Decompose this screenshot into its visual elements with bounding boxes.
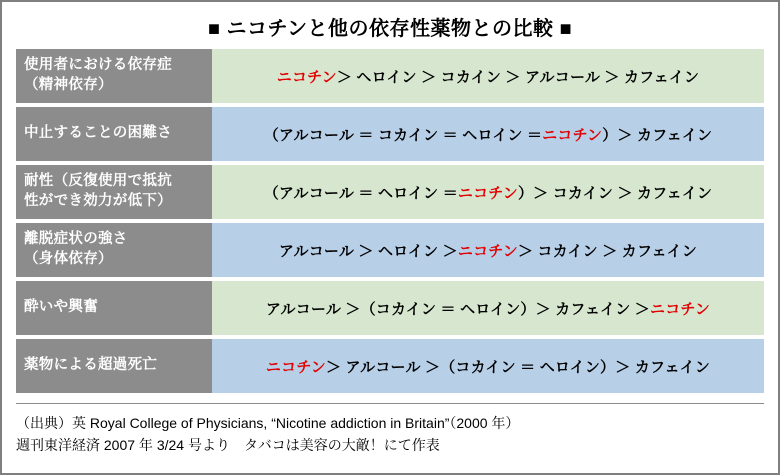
value-text: ＞ アルコール ＞（コカイン ＝ ヘロイン）＞ カフェイン (325, 358, 711, 376)
table-row (16, 49, 764, 103)
row-label (16, 223, 212, 277)
row-label-line1: 使用者における依存症 (24, 57, 172, 74)
comparison-table (16, 49, 764, 393)
highlight-nicotine: ニコチン (276, 68, 337, 86)
row-value (212, 107, 764, 161)
row-label-line1: 中止することの困難さ (24, 125, 172, 142)
highlight-nicotine: ニコチン (650, 300, 711, 318)
value-text: ）＞ カフェイン (602, 126, 713, 144)
row-label-line1: 薬物による超過死亡 (24, 357, 158, 374)
value-text: （アルコール ＝ コカイン ＝ ヘロイン ＝ (263, 126, 543, 144)
value-text: ＞ ヘロイン ＞ コカイン ＞ アルコール ＞ カフェイン (336, 68, 700, 86)
page-title: ■ ニコチンと他の依存性薬物との比較 ■ (207, 18, 573, 40)
row-label-line1: 離脱症状の強さ (24, 231, 128, 248)
row-label (16, 339, 212, 393)
row-label-line2: （精神依存） (24, 77, 113, 93)
row-value (212, 49, 764, 103)
source-line-2: 週刊東洋経済 2007 年 3/24 号より タバコは美容の大敵！にて作表 (16, 437, 440, 454)
value-text: アルコール ＞ ヘロイン ＞ (278, 242, 458, 260)
table-row (16, 223, 764, 277)
row-label-line1: 酔いや興奮 (24, 299, 98, 316)
row-value (212, 339, 764, 393)
value-text: アルコール ＞（コカイン ＝ ヘロイン）＞ カフェイン ＞ (265, 300, 651, 318)
row-label (16, 281, 212, 335)
value-text: （アルコール ＝ ヘロイン ＝ (263, 184, 458, 202)
value-text: ）＞ コカイン ＞ カフェイン (517, 184, 713, 202)
highlight-nicotine: ニコチン (457, 184, 518, 202)
highlight-nicotine: ニコチン (542, 126, 603, 144)
source-footer (16, 403, 764, 457)
row-label (16, 49, 212, 103)
row-label (16, 107, 212, 161)
value-text: ＞ コカイン ＞ カフェイン (517, 242, 698, 260)
table-row (16, 165, 764, 219)
highlight-nicotine: ニコチン (265, 358, 326, 376)
table-row (16, 281, 764, 335)
row-value (212, 165, 764, 219)
row-label-line2: 性ができ効力が低下） (24, 193, 172, 209)
table-row (16, 339, 764, 393)
source-line-1: （出典）英 Royal College of Physicians, “Nicotine addiction in Britain”（2000 年） (16, 415, 520, 431)
row-label-line2: （身体依存） (24, 251, 113, 267)
row-label (16, 165, 212, 219)
table-row (16, 107, 764, 161)
highlight-nicotine: ニコチン (457, 242, 518, 260)
row-label-line1: 耐性（反復使用で抵抗 (24, 173, 172, 190)
row-value (212, 223, 764, 277)
row-value (212, 281, 764, 335)
